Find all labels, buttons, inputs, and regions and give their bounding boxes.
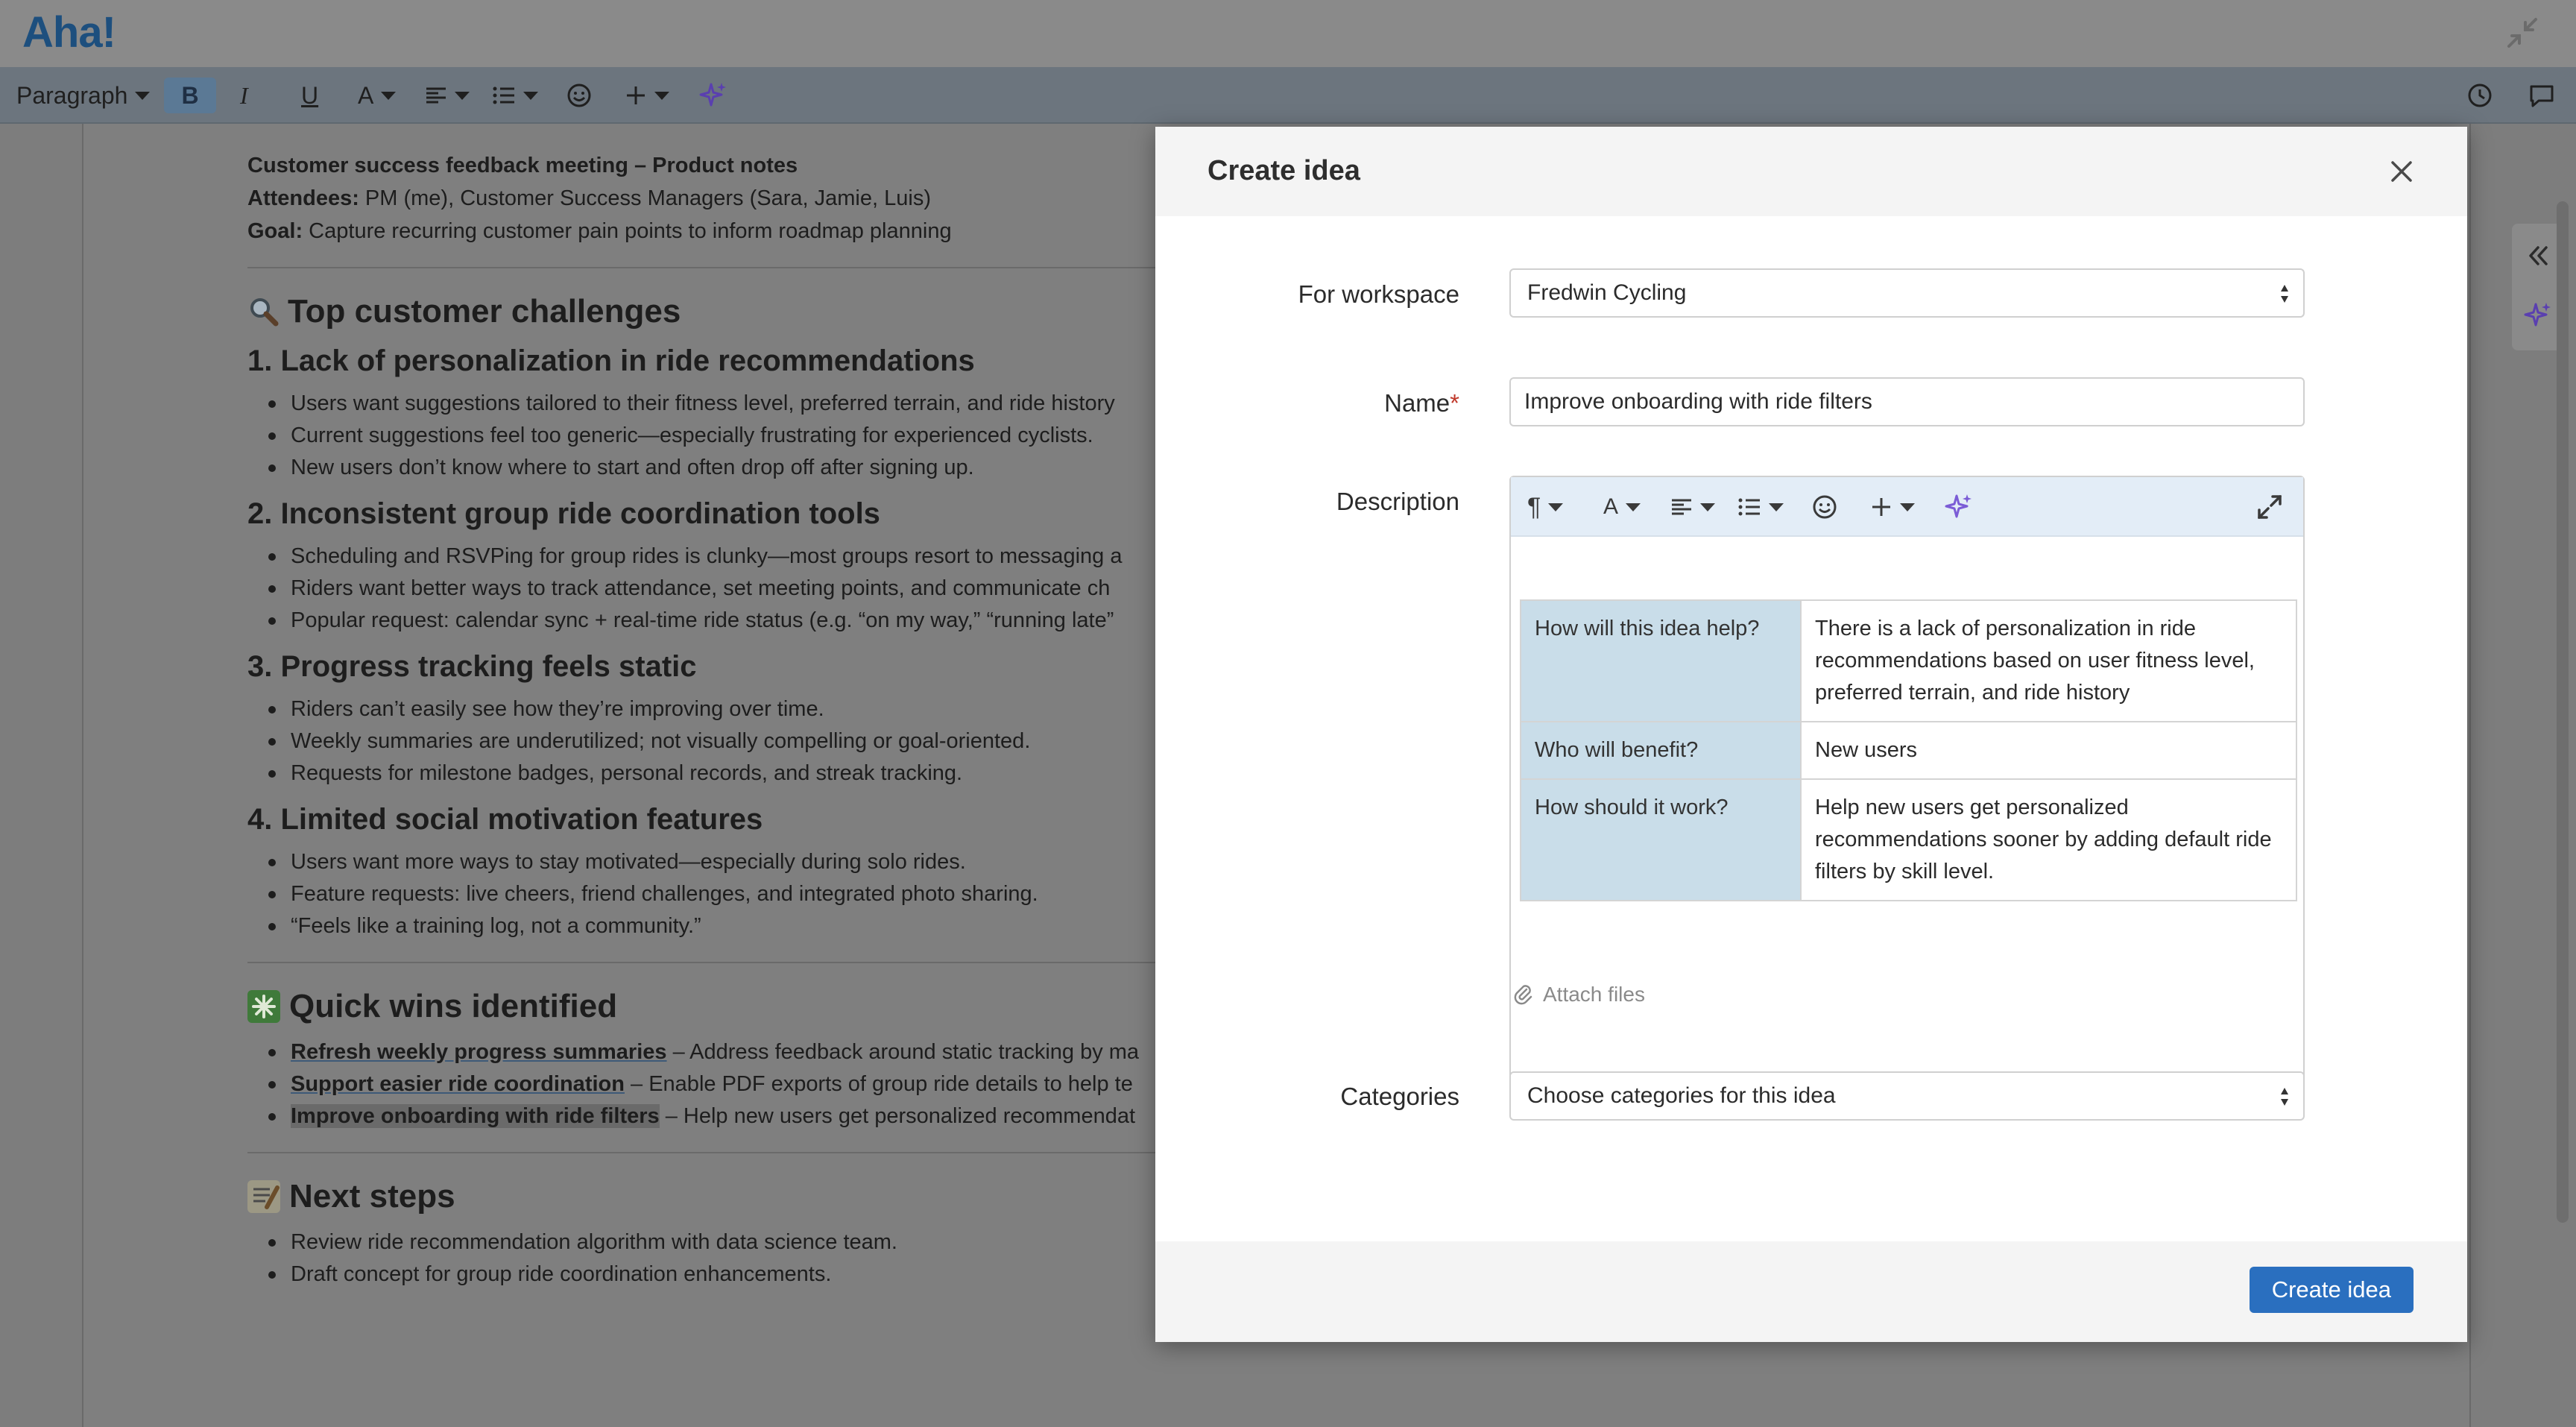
section-list bbox=[265, 388, 1291, 484]
quick-wins-heading bbox=[247, 986, 1291, 1027]
list-item: Draft concept for group ride coordination enhancements. bbox=[265, 1259, 1291, 1291]
expand-editor-button[interactable] bbox=[2256, 491, 2283, 523]
magnifier-icon bbox=[247, 295, 280, 328]
selected-text[interactable]: Improve onboarding with ride filters bbox=[291, 1104, 660, 1128]
list-item bbox=[265, 1036, 1291, 1068]
ai-sparkle-icon[interactable] bbox=[2524, 301, 2552, 330]
plus-icon bbox=[1870, 496, 1892, 518]
insert-button[interactable] bbox=[1870, 491, 1915, 523]
list-item: Feature requests: live cheers, friend challenges, and integrated photo sharing. bbox=[265, 878, 1291, 910]
ai-assist-button[interactable] bbox=[1945, 491, 1973, 523]
list-item bbox=[265, 1100, 1291, 1133]
table-row bbox=[1521, 600, 2296, 722]
challenges-heading-text: Top customer challenges bbox=[288, 293, 681, 330]
align-button[interactable] bbox=[425, 78, 470, 113]
goal-value: Capture recurring customer pain points to inform roadmap planning bbox=[303, 219, 952, 243]
divider bbox=[247, 267, 1216, 268]
text-color-icon: A bbox=[358, 81, 374, 109]
paragraph-style-button[interactable] bbox=[1527, 491, 1563, 523]
workspace-select[interactable] bbox=[1509, 268, 2305, 318]
goal-label: Goal: bbox=[247, 219, 303, 243]
challenges-heading bbox=[247, 291, 1291, 333]
section-heading: 2. Inconsistent group ride coordination tools bbox=[247, 497, 880, 530]
list-item: Riders can’t easily see how they’re improving over time. bbox=[265, 693, 1291, 725]
plus-icon bbox=[625, 84, 647, 107]
list-item: “Feels like a training log, not a community.” bbox=[265, 910, 1291, 942]
text-color-button[interactable] bbox=[1603, 491, 1641, 523]
list-item-text: – Address feedback around static tracking by ma bbox=[666, 1040, 1140, 1064]
collapse-arrows-icon[interactable] bbox=[2504, 15, 2540, 51]
list-item: Users want more ways to stay motivated—especially during solo rides. bbox=[265, 846, 1291, 878]
next-steps-heading bbox=[247, 1176, 1291, 1217]
italic-icon: I bbox=[240, 81, 248, 109]
table-cell-question[interactable]: How should it work? bbox=[1521, 779, 1801, 901]
attach-files-label: Attach files bbox=[1543, 983, 1645, 1006]
quick-wins-heading-text: Quick wins identified bbox=[289, 988, 618, 1024]
create-idea-modal bbox=[1155, 127, 2467, 1342]
bold-button[interactable] bbox=[164, 78, 216, 113]
next-steps-heading-text: Next steps bbox=[289, 1178, 455, 1215]
name-label bbox=[1384, 389, 1459, 418]
table-cell-question[interactable]: How will this idea help? bbox=[1521, 600, 1801, 722]
editor-toolbar bbox=[0, 67, 2576, 124]
underline-icon: U bbox=[301, 81, 319, 109]
attendees-line bbox=[247, 182, 1291, 215]
table-cell-answer[interactable]: New users bbox=[1801, 722, 2296, 779]
list-item: Requests for milestone badges, personal records, and streak tracking. bbox=[265, 757, 1291, 790]
history-button[interactable] bbox=[2467, 78, 2493, 113]
name-input[interactable]: Improve onboarding with ride filters bbox=[1509, 377, 2305, 426]
list-button[interactable] bbox=[492, 78, 538, 113]
underline-button[interactable] bbox=[301, 78, 318, 113]
modal-title: Create idea bbox=[1208, 155, 1360, 186]
ai-assist-button[interactable] bbox=[699, 78, 727, 113]
attach-files-link[interactable] bbox=[1513, 983, 1645, 1007]
italic-button[interactable] bbox=[240, 78, 248, 113]
select-arrows-icon bbox=[2279, 283, 2290, 304]
comments-button[interactable] bbox=[2528, 78, 2555, 113]
modal-header bbox=[1155, 127, 2467, 216]
quick-wins-list bbox=[265, 1036, 1291, 1133]
table-row bbox=[1521, 779, 2296, 901]
list-item-text: – Help new users get personalized recommendat bbox=[659, 1104, 1136, 1128]
list-icon bbox=[492, 84, 516, 107]
attendees-value: PM (me), Customer Success Managers (Sara, Jamie, Luis) bbox=[359, 186, 931, 210]
table-cell-answer[interactable]: There is a lack of personalization in ride recommendations based on user fitness level, preferred terrain, and ride history bbox=[1801, 600, 2296, 722]
divider bbox=[247, 1152, 1216, 1153]
description-table[interactable] bbox=[1520, 599, 2297, 901]
app-header bbox=[0, 0, 2576, 67]
section-heading: 4. Limited social motivation features bbox=[247, 803, 763, 836]
list-item: Weekly summaries are underutilized; not visually compelling or goal-oriented. bbox=[265, 725, 1291, 757]
bold-icon: B bbox=[181, 81, 199, 109]
ai-sparkle-icon bbox=[1945, 493, 1973, 521]
goal-line bbox=[247, 215, 1291, 248]
emoji-icon bbox=[566, 83, 592, 108]
text-color-icon: A bbox=[1603, 494, 1619, 519]
list-item-text: – Enable PDF exports of group ride details to help te bbox=[624, 1072, 1133, 1096]
sparkle-check-icon bbox=[247, 990, 280, 1023]
paperclip-icon bbox=[1513, 983, 1534, 1006]
list-item: Popular request: calendar sync + real-time ride status (e.g. “on my way,” “running late” bbox=[265, 605, 1291, 637]
document-scrollbar[interactable] bbox=[2557, 201, 2569, 1223]
close-icon[interactable] bbox=[2388, 158, 2415, 185]
modal-footer bbox=[1155, 1241, 2467, 1342]
list-item: Review ride recommendation algorithm with data science team. bbox=[265, 1226, 1291, 1259]
section-heading: 3. Progress tracking feels static bbox=[247, 650, 697, 683]
list-item: New users don’t know where to start and often drop off after signing up. bbox=[265, 452, 1291, 484]
section-list bbox=[265, 541, 1291, 637]
select-arrows-icon bbox=[2279, 1086, 2290, 1107]
workspace-value: Fredwin Cycling bbox=[1527, 280, 1687, 305]
pilcrow-icon: ¶ bbox=[1527, 492, 1541, 521]
workspace-label: For workspace bbox=[1298, 280, 1459, 308]
history-clock-icon bbox=[2467, 83, 2493, 108]
categories-select[interactable] bbox=[1509, 1071, 2305, 1121]
section-list bbox=[265, 846, 1291, 942]
table-cell-answer[interactable]: Help new users get personalized recommendations sooner by adding default ride filters by skill level. bbox=[1801, 779, 2296, 901]
memo-icon bbox=[247, 1180, 280, 1213]
list-item: Users want suggestions tailored to their fitness level, preferred terrain, and ride history bbox=[265, 388, 1291, 420]
emoji-button[interactable] bbox=[1812, 491, 1837, 523]
idea-link[interactable]: Refresh weekly progress summaries bbox=[291, 1040, 667, 1064]
list-button[interactable] bbox=[1737, 491, 1784, 523]
categories-placeholder: Choose categories for this idea bbox=[1527, 1083, 1836, 1108]
description-label: Description bbox=[1336, 488, 1459, 515]
insert-button[interactable] bbox=[625, 78, 669, 113]
list-item: Riders want better ways to track attendance, set meeting points, and communicate ch bbox=[265, 573, 1291, 605]
section-list bbox=[265, 693, 1291, 790]
expand-icon bbox=[2256, 494, 2283, 520]
description-editor[interactable] bbox=[1509, 476, 2305, 1102]
document-body[interactable] bbox=[247, 149, 1291, 1301]
emoji-icon bbox=[1812, 494, 1837, 520]
section-heading: 1. Lack of personalization in ride recommendations bbox=[247, 344, 975, 377]
divider bbox=[247, 962, 1216, 963]
name-label-text: Name bbox=[1384, 389, 1450, 417]
list-item bbox=[265, 1068, 1291, 1100]
app-logo[interactable]: Aha! bbox=[22, 8, 116, 57]
paragraph-style-dropdown[interactable] bbox=[16, 78, 150, 113]
meeting-title: Customer success feedback meeting – Product notes bbox=[247, 154, 798, 177]
paragraph-style-label: Paragraph bbox=[16, 81, 128, 109]
categories-label: Categories bbox=[1340, 1083, 1459, 1110]
attendees-label: Attendees: bbox=[247, 186, 359, 210]
emoji-button[interactable] bbox=[566, 78, 592, 113]
list-icon bbox=[1737, 496, 1761, 518]
list-item: Current suggestions feel too generic—especially frustrating for experienced cyclists. bbox=[265, 420, 1291, 452]
create-idea-button[interactable]: Create idea bbox=[2250, 1267, 2414, 1313]
required-mark: * bbox=[1450, 389, 1459, 417]
text-color-button[interactable] bbox=[358, 78, 396, 113]
list-item: Scheduling and RSVPing for group rides is clunky—most groups resort to messaging a bbox=[265, 541, 1291, 573]
comment-icon bbox=[2528, 83, 2555, 108]
next-steps-list bbox=[265, 1226, 1291, 1291]
align-icon bbox=[425, 84, 447, 107]
chevrons-left-icon[interactable] bbox=[2525, 243, 2551, 268]
ai-sparkle-icon bbox=[699, 81, 727, 110]
table-row bbox=[1521, 722, 2296, 779]
align-button[interactable] bbox=[1670, 491, 1715, 523]
idea-link[interactable]: Support easier ride coordination bbox=[291, 1072, 625, 1096]
table-cell-question[interactable]: Who will benefit? bbox=[1521, 722, 1801, 779]
align-icon bbox=[1670, 496, 1693, 518]
description-toolbar bbox=[1511, 477, 2303, 537]
